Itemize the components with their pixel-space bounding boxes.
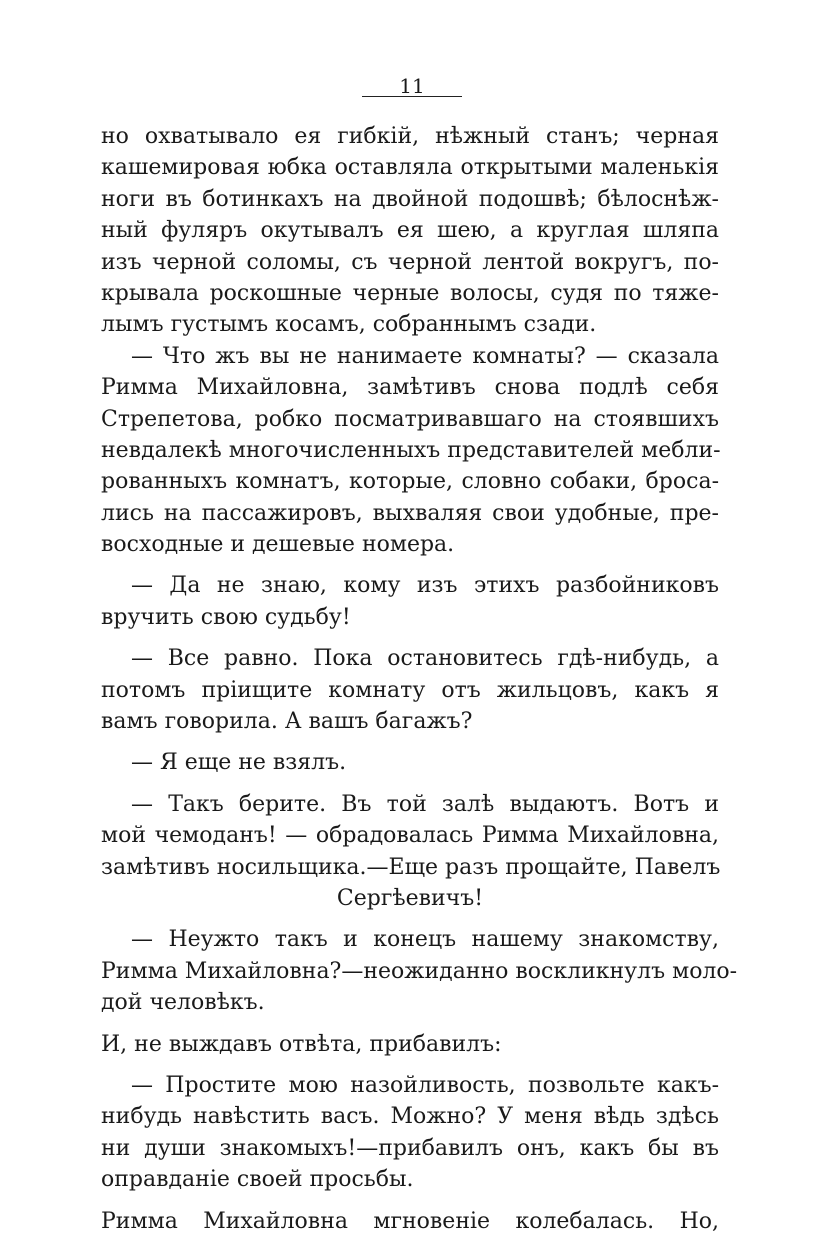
header-rule — [362, 96, 462, 97]
body-text — [101, 121, 738, 1237]
text-line: Стрепетова, робко посматривавшаго на стоявшихъ — [101, 406, 719, 432]
text-line: изъ черной соломы, съ черной лентой вокругъ, по- — [101, 249, 719, 275]
text-line: вручить свою судьбу! — [101, 604, 351, 630]
text-line: Римма Михайловна, замѣтивъ снова подлѣ себя — [101, 375, 719, 401]
text-line: крывала роскошные черные волосы, судя по тяже- — [101, 280, 719, 306]
text-line: — Такъ берите. Въ той залѣ выдаютъ. Вотъ и — [131, 791, 719, 817]
text-line: Римма Михайловна?—неожиданно воскликнулъ моло- — [101, 958, 738, 984]
text-line: И, не выждавъ отвѣта, прибавилъ: — [101, 1031, 502, 1057]
text-line: дой человѣкъ. — [101, 990, 265, 1016]
text-line: невдалекѣ многочисленныхъ представителей мебли- — [101, 437, 721, 463]
text-line: замѣтивъ носильщика.—Еще разъ прощайте, Павелъ — [101, 854, 721, 880]
text-line: — Что жъ вы не нанимаете комнаты? — сказала — [131, 343, 719, 369]
text-line: Сергѣевичъ! — [336, 885, 484, 911]
text-line: — Неужто такъ и конецъ нашему знакомству, — [131, 927, 719, 953]
text-line: Римма Михайловна мгновеніе колебалась. Но, — [101, 1208, 719, 1234]
text-line: лымъ густымъ косамъ, собраннымъ сзади. — [101, 312, 597, 338]
text-line: восходные и дешевые номера. — [101, 532, 455, 558]
text-line: — Я еще не взялъ. — [131, 750, 347, 776]
text-line: — Простите мою назойливость, позвольте какъ- — [131, 1072, 719, 1098]
text-line: ноги въ ботинкахъ на двойной подошвѣ; бѣлоснѣж- — [101, 186, 719, 212]
text-line: оправданіе своей просьбы. — [101, 1167, 414, 1193]
text-line: ни души знакомыхъ!—прибавилъ онъ, какъ бы въ — [101, 1135, 719, 1161]
text-line: лись на пассажировъ, выхваляя свои удобные, пре- — [101, 500, 719, 526]
text-line: кашемировая юбка оставляла открытыми маленькія — [101, 155, 719, 181]
text-line: мой чемоданъ! — обрадовалась Римма Михайловна, — [101, 823, 719, 849]
page-number: 11 — [399, 74, 425, 98]
text-line: ный фуляръ окутывалъ ея шею, а круглая шляпа — [101, 218, 719, 244]
text-line: вамъ говорила. А вашъ багажъ? — [101, 709, 473, 735]
text-line: — Да не знаю, кому изъ этихъ разбойниковъ — [131, 573, 719, 599]
text-line: рованныхъ комнатъ, которые, словно собаки, броса- — [101, 469, 719, 495]
text-line: но охватывало ея гибкій, нѣжный станъ; черная — [101, 124, 719, 149]
text-line: потомъ пріищите комнату отъ жильцовъ, какъ я — [101, 677, 719, 703]
text-line: нибудь навѣстить васъ. Можно? У меня вѣдь здѣсь — [101, 1104, 719, 1130]
text-line: — Все равно. Пока остановитесь гдѣ-нибудь, а — [131, 646, 719, 672]
